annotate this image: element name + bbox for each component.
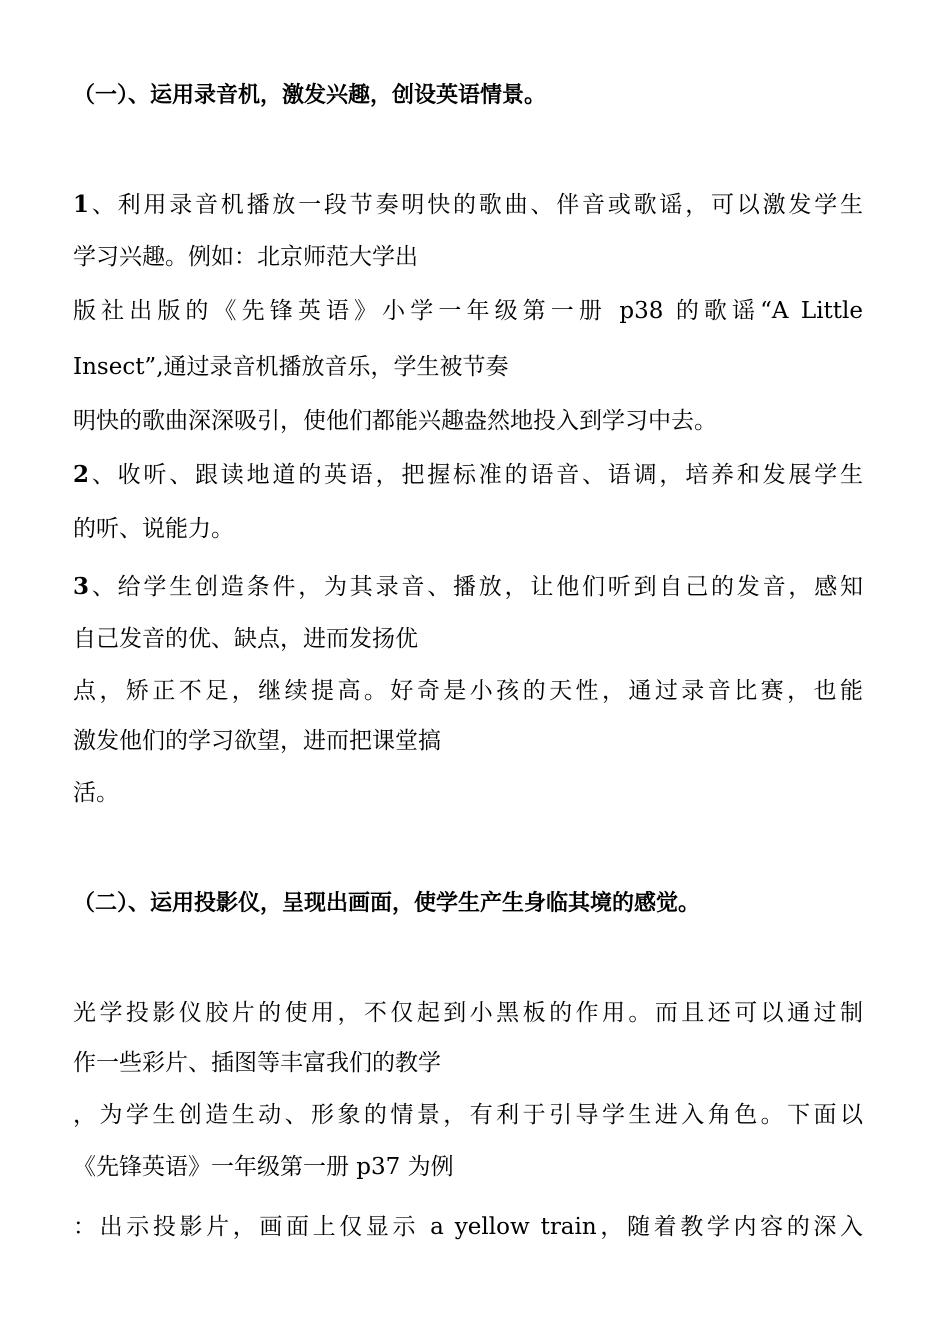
- item3-line1: [73, 572, 863, 602]
- item3-line4: 激发他们的学习欲望，进而把课堂搞: [73, 728, 441, 754]
- item2-line1: [73, 460, 863, 490]
- item3-line1-text: 、给学生创造条件，为其录音、播放，让他们听到自己的发音，感知: [89, 574, 863, 600]
- section2-line4: 《先锋英语》一年级第一册 p37 为例: [73, 1154, 454, 1180]
- item3-number: 3: [73, 573, 90, 600]
- item1-number: 1: [73, 191, 90, 218]
- section2-line2: 作一些彩片、插图等丰富我们的教学: [73, 1050, 441, 1076]
- section2-line3: ，为学生创造生动、形象的情景，有利于引导学生进入角色。下面以: [73, 1102, 863, 1128]
- item2-line1-text: 、收听、跟读地道的英语，把握标准的语音、语调，培养和发展学生: [89, 462, 863, 488]
- item3-line2: 自己发音的优、缺点，进而发扬优: [73, 626, 418, 652]
- item1-line4: Insect”,通过录音机播放音乐，学生被节奏: [73, 354, 509, 380]
- item1-line1: [73, 190, 863, 220]
- item3-line3: 点，矫正不足，继续提高。好奇是小孩的天性，通过录音比赛，也能: [73, 678, 863, 704]
- item1-line1-text: 、利用录音机播放一段节奏明快的歌曲、伴音或歌谣，可以激发学生: [89, 192, 863, 218]
- item1-line2: 学习兴趣。例如：北京师范大学出: [73, 244, 418, 270]
- item1-line5: 明快的歌曲深深吸引，使他们都能兴趣盎然地投入到学习中去。: [73, 408, 717, 434]
- item2-line2: 的听、说能力。: [73, 516, 234, 542]
- section2-line1: 光学投影仪胶片的使用，不仅起到小黑板的作用。而且还可以通过制: [73, 1000, 863, 1026]
- item3-line5: 活。: [73, 780, 119, 806]
- item2-number: 2: [73, 461, 90, 488]
- section2-line5: ：出示投影片，画面上仅显示 a yellow train，随着教学内容的深入: [73, 1214, 863, 1240]
- item1-line3: 版社出版的《先锋英语》小学一年级第一册 p38 的歌谣“A Little: [73, 298, 863, 324]
- section-heading-2: （二）、运用投影仪，呈现出画面，使学生产生身临其境的感觉。: [73, 890, 701, 916]
- section-heading-1: （一）、运用录音机，激发兴趣，创设英语情景。: [73, 82, 547, 108]
